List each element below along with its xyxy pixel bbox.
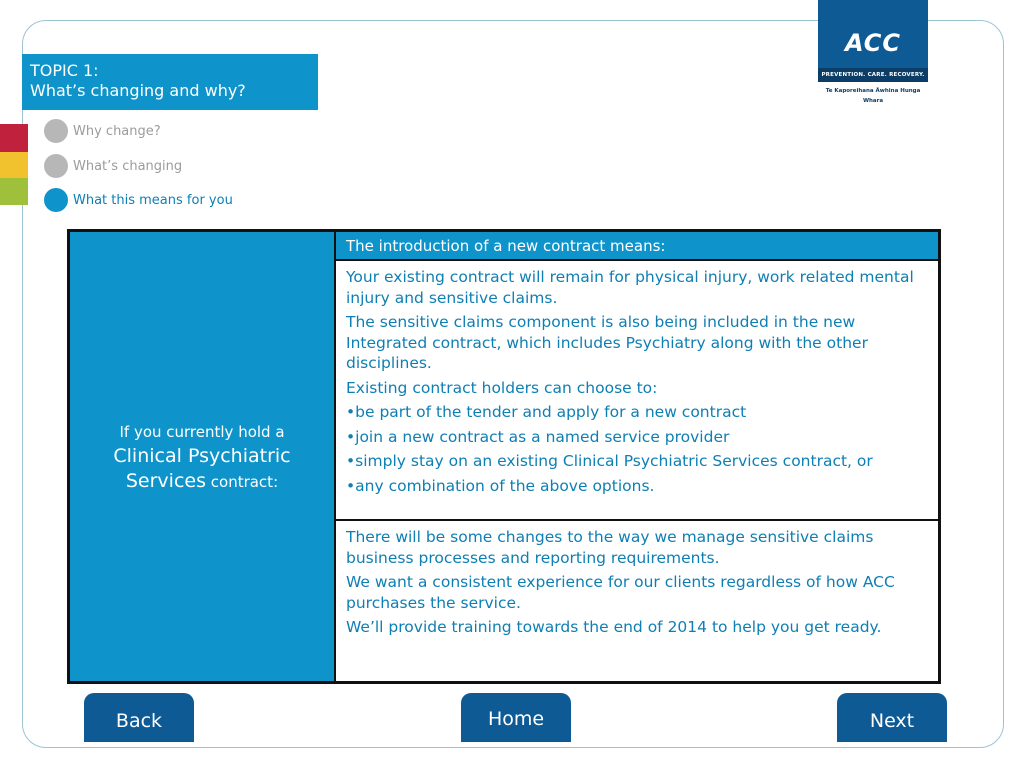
details-bullet: •join a new contract as a named service provider xyxy=(346,427,730,446)
logo-tagline: PREVENTION. CARE. RECOVERY. xyxy=(818,68,928,82)
details-bullet: •simply stay on an existing Clinical Psychiatric Services contract, or xyxy=(346,452,873,470)
details-column xyxy=(336,232,938,681)
left-cell-highlight: Clinical Psychiatric Services xyxy=(113,444,291,492)
contract-holder-cell xyxy=(70,232,336,681)
logo-mark: ACC xyxy=(844,29,902,57)
step-label: What this means for you xyxy=(73,192,233,208)
left-cell-pre: If you currently hold a xyxy=(119,422,285,441)
topic-number: TOPIC 1: xyxy=(30,61,99,80)
step-label: Why change? xyxy=(73,123,161,139)
info-table xyxy=(67,229,941,684)
step-whats-changing[interactable] xyxy=(44,154,182,178)
back-button[interactable]: Back xyxy=(84,693,194,742)
next-button[interactable]: Next xyxy=(837,693,947,742)
acc-logo xyxy=(818,0,928,105)
details-bullet: •any combination of the above options. xyxy=(346,476,655,495)
details-cell-options xyxy=(336,261,938,521)
side-color-bar-red xyxy=(0,124,28,152)
step-what-this-means[interactable] xyxy=(44,188,233,212)
table-header: The introduction of a new contract means: xyxy=(336,232,938,261)
step-bullet-icon xyxy=(44,188,68,212)
details-paragraph: We want a consistent experience for our clients regardless of how ACC purchases the service. xyxy=(346,573,895,612)
step-bullet-icon xyxy=(44,154,68,178)
step-label: What’s changing xyxy=(73,158,183,174)
logo-maori-text: Te Kaporeihana Āwhina Hunga Whara xyxy=(825,88,921,104)
left-cell-post: contract: xyxy=(210,472,279,491)
details-paragraph: Your existing contract will remain for physical injury, work related mental injury and sensitive claims. xyxy=(346,268,914,307)
topic-subtitle: What’s changing and why? xyxy=(30,81,246,100)
details-paragraph: We’ll provide training towards the end of 2014 to help you get ready. xyxy=(346,618,882,636)
side-color-bar-yellow xyxy=(0,152,28,178)
details-paragraph: The sensitive claims component is also being included in the new Integrated contract, which includes Psychiatry along with the other disciplines. xyxy=(346,313,868,372)
details-cell-changes xyxy=(336,521,938,638)
details-paragraph: Existing contract holders can choose to: xyxy=(346,378,658,397)
details-paragraph: There will be some changes to the way we manage sensitive claims business processes and reporting requirements. xyxy=(346,528,874,567)
home-button[interactable]: Home xyxy=(461,693,571,742)
topic-title xyxy=(22,54,318,110)
details-bullet: •be part of the tender and apply for a new contract xyxy=(346,403,747,421)
step-bullet-icon xyxy=(44,119,68,143)
step-why-change[interactable] xyxy=(44,119,161,143)
side-color-bar-green xyxy=(0,178,28,205)
